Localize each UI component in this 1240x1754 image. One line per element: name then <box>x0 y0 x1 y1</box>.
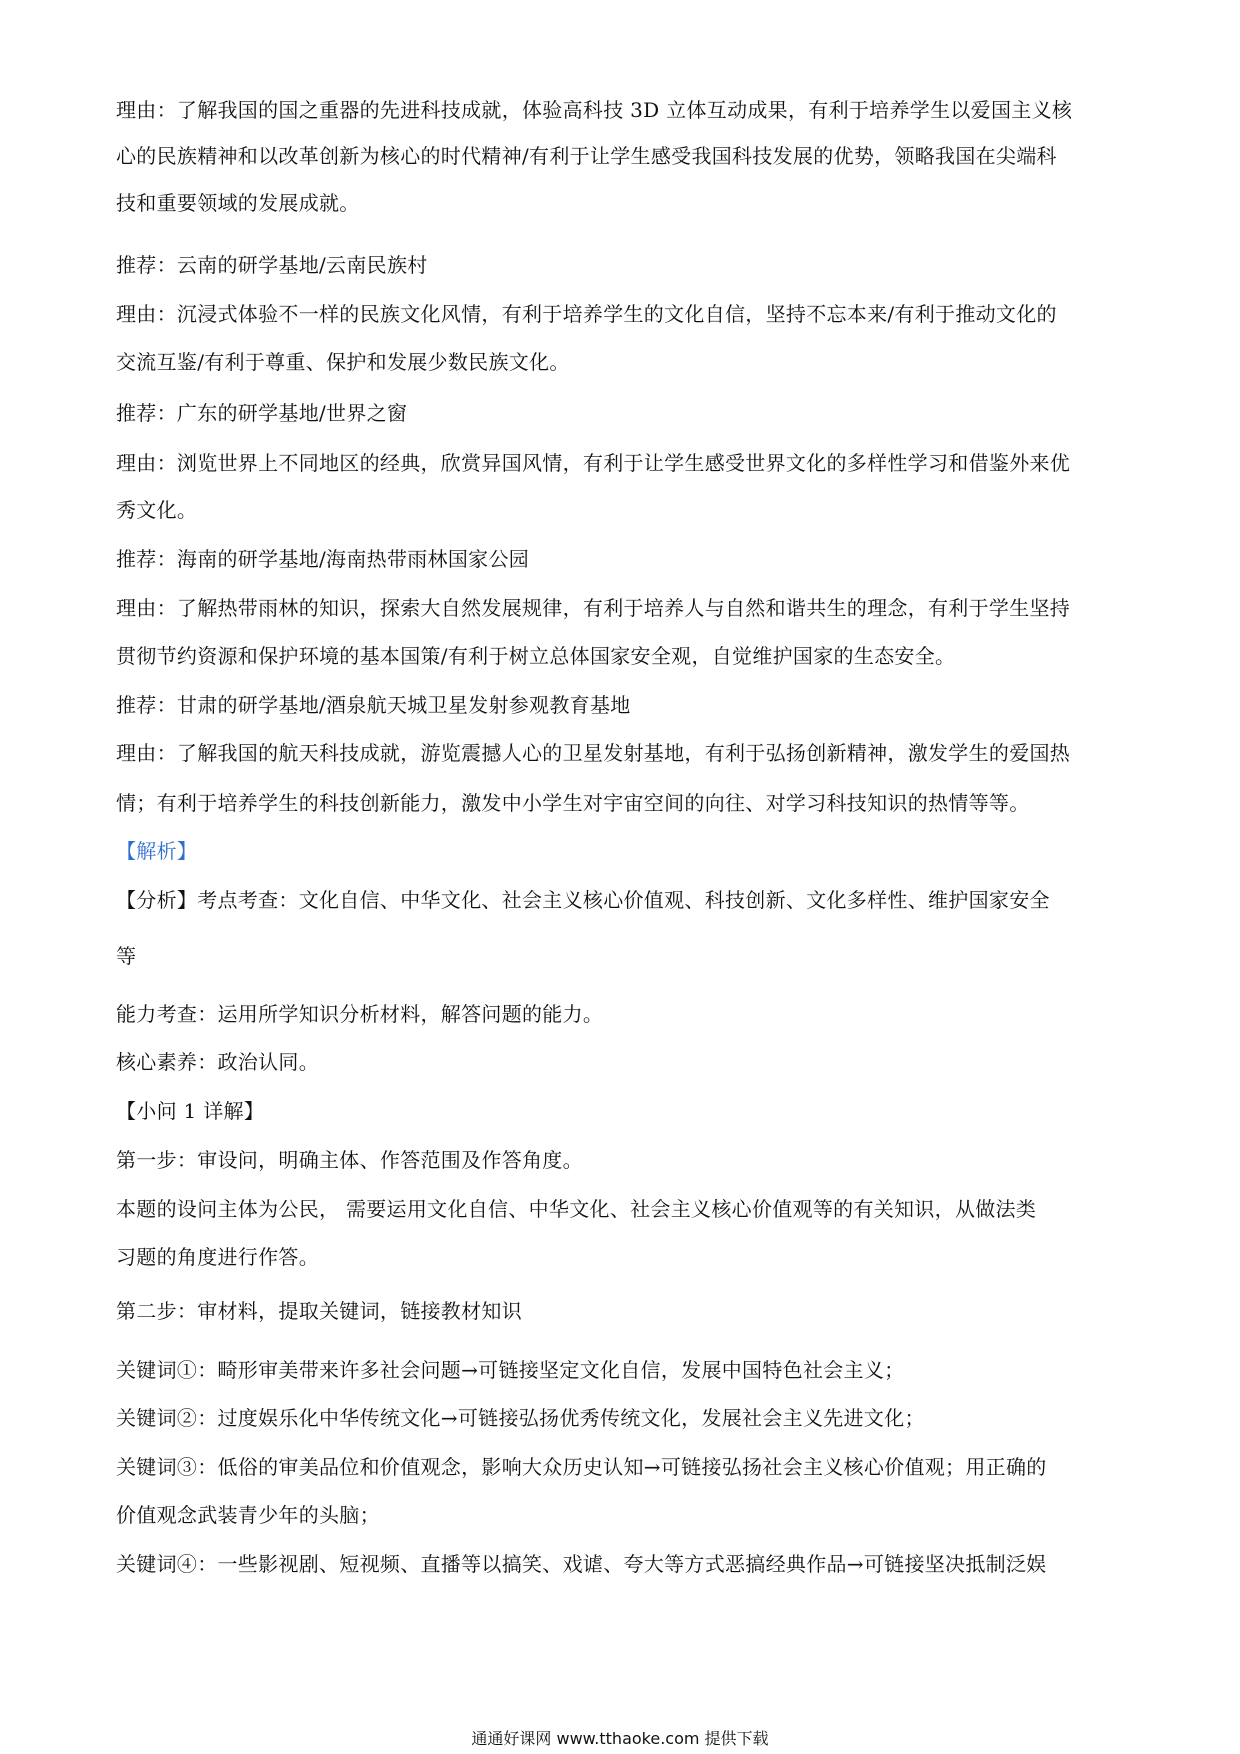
text-line: 心的民族精神和以改革创新为核心的时代精神/有利于让学生感受我国科技发展的优势，领略我国在尖端科 <box>116 144 1057 168</box>
text-line: 情；有利于培养学生的科技创新能力，激发中小学生对宇宙空间的向往、对学习科技知识的热情等等。 <box>116 791 1030 815</box>
text-line: 第一步：审设问，明确主体、作答范围及作答角度。 <box>116 1148 583 1172</box>
text-line: 关键词②：过度娱乐化中华传统文化→可链接弘扬优秀传统文化，发展社会主义先进文化； <box>116 1406 925 1430</box>
text-line: 理由：浏览世界上不同地区的经典，欣赏异国风情，有利于让学生感受世界文化的多样性学习和借鉴外来优 <box>116 451 1071 475</box>
text-line: 第二步：审材料，提取关键词，链接教材知识 <box>116 1299 522 1323</box>
text-line: 交流互鉴/有利于尊重、保护和发展少数民族文化。 <box>116 350 570 374</box>
text-line: 关键词④：一些影视剧、短视频、直播等以搞笑、戏谑、夸大等方式恶搞经典作品→可链接坚决抵制泛娱 <box>116 1552 1047 1576</box>
text-line: 价值观念武装青少年的头脑； <box>116 1503 380 1527</box>
text-line: 能力考查：运用所学知识分析材料，解答问题的能力。 <box>116 1002 604 1026</box>
text-line: 理由：沉浸式体验不一样的民族文化风情，有利于培养学生的文化自信，坚持不忘本来/有利于推动文化的 <box>116 302 1057 326</box>
text-line: 理由：了解我国的航天科技成就，游览震撼人心的卫星发射基地，有利于弘扬创新精神，激发学生的爱国热 <box>116 741 1071 765</box>
text-line: 贯彻节约资源和保护环境的基本国策/有利于树立总体国家安全观，自觉维护国家的生态安全。 <box>116 644 956 668</box>
page-footer: 通通好课网 www.tthaoke.com 提供下载 <box>471 1729 769 1748</box>
text-line: 技和重要领域的发展成就。 <box>116 191 360 215</box>
analysis-heading: 【解析】 <box>116 839 198 863</box>
text-line: 习题的角度进行作答。 <box>116 1245 319 1269</box>
text-line: 本题的设问主体为公民， 需要运用文化自信、中华文化、社会主义核心价值观等的有关知识，从做法类 <box>116 1197 1037 1221</box>
text-line: 理由：了解我国的国之重器的先进科技成就，体验高科技 3D 立体互动成果，有利于培养学生以爱国主义核 <box>116 98 1073 122</box>
section-heading: 【小问 1 详解】 <box>116 1099 265 1123</box>
text-line: 推荐：广东的研学基地/世界之窗 <box>116 401 408 425</box>
text-line: 【分析】考点考查：文化自信、中华文化、社会主义核心价值观、科技创新、文化多样性、维护国家安全 <box>116 888 1050 912</box>
text-line: 理由：了解热带雨林的知识，探索大自然发展规律，有利于培养人与自然和谐共生的理念，有利于学生坚持 <box>116 596 1071 620</box>
text-line: 推荐：甘肃的研学基地/酒泉航天城卫星发射参观教育基地 <box>116 693 631 717</box>
text-line: 等 <box>116 944 137 968</box>
text-line: 推荐：云南的研学基地/云南民族村 <box>116 253 428 277</box>
text-line: 关键词①：畸形审美带来许多社会问题→可链接坚定文化自信，发展中国特色社会主义； <box>116 1358 905 1382</box>
text-line: 核心素养：政治认同。 <box>116 1050 319 1074</box>
text-line: 秀文化。 <box>116 498 198 522</box>
text-line: 推荐：海南的研学基地/海南热带雨林国家公园 <box>116 547 530 571</box>
text-line: 关键词③：低俗的审美品位和价值观念，影响大众历史认知→可链接弘扬社会主义核心价值观；用正确的 <box>116 1455 1047 1479</box>
